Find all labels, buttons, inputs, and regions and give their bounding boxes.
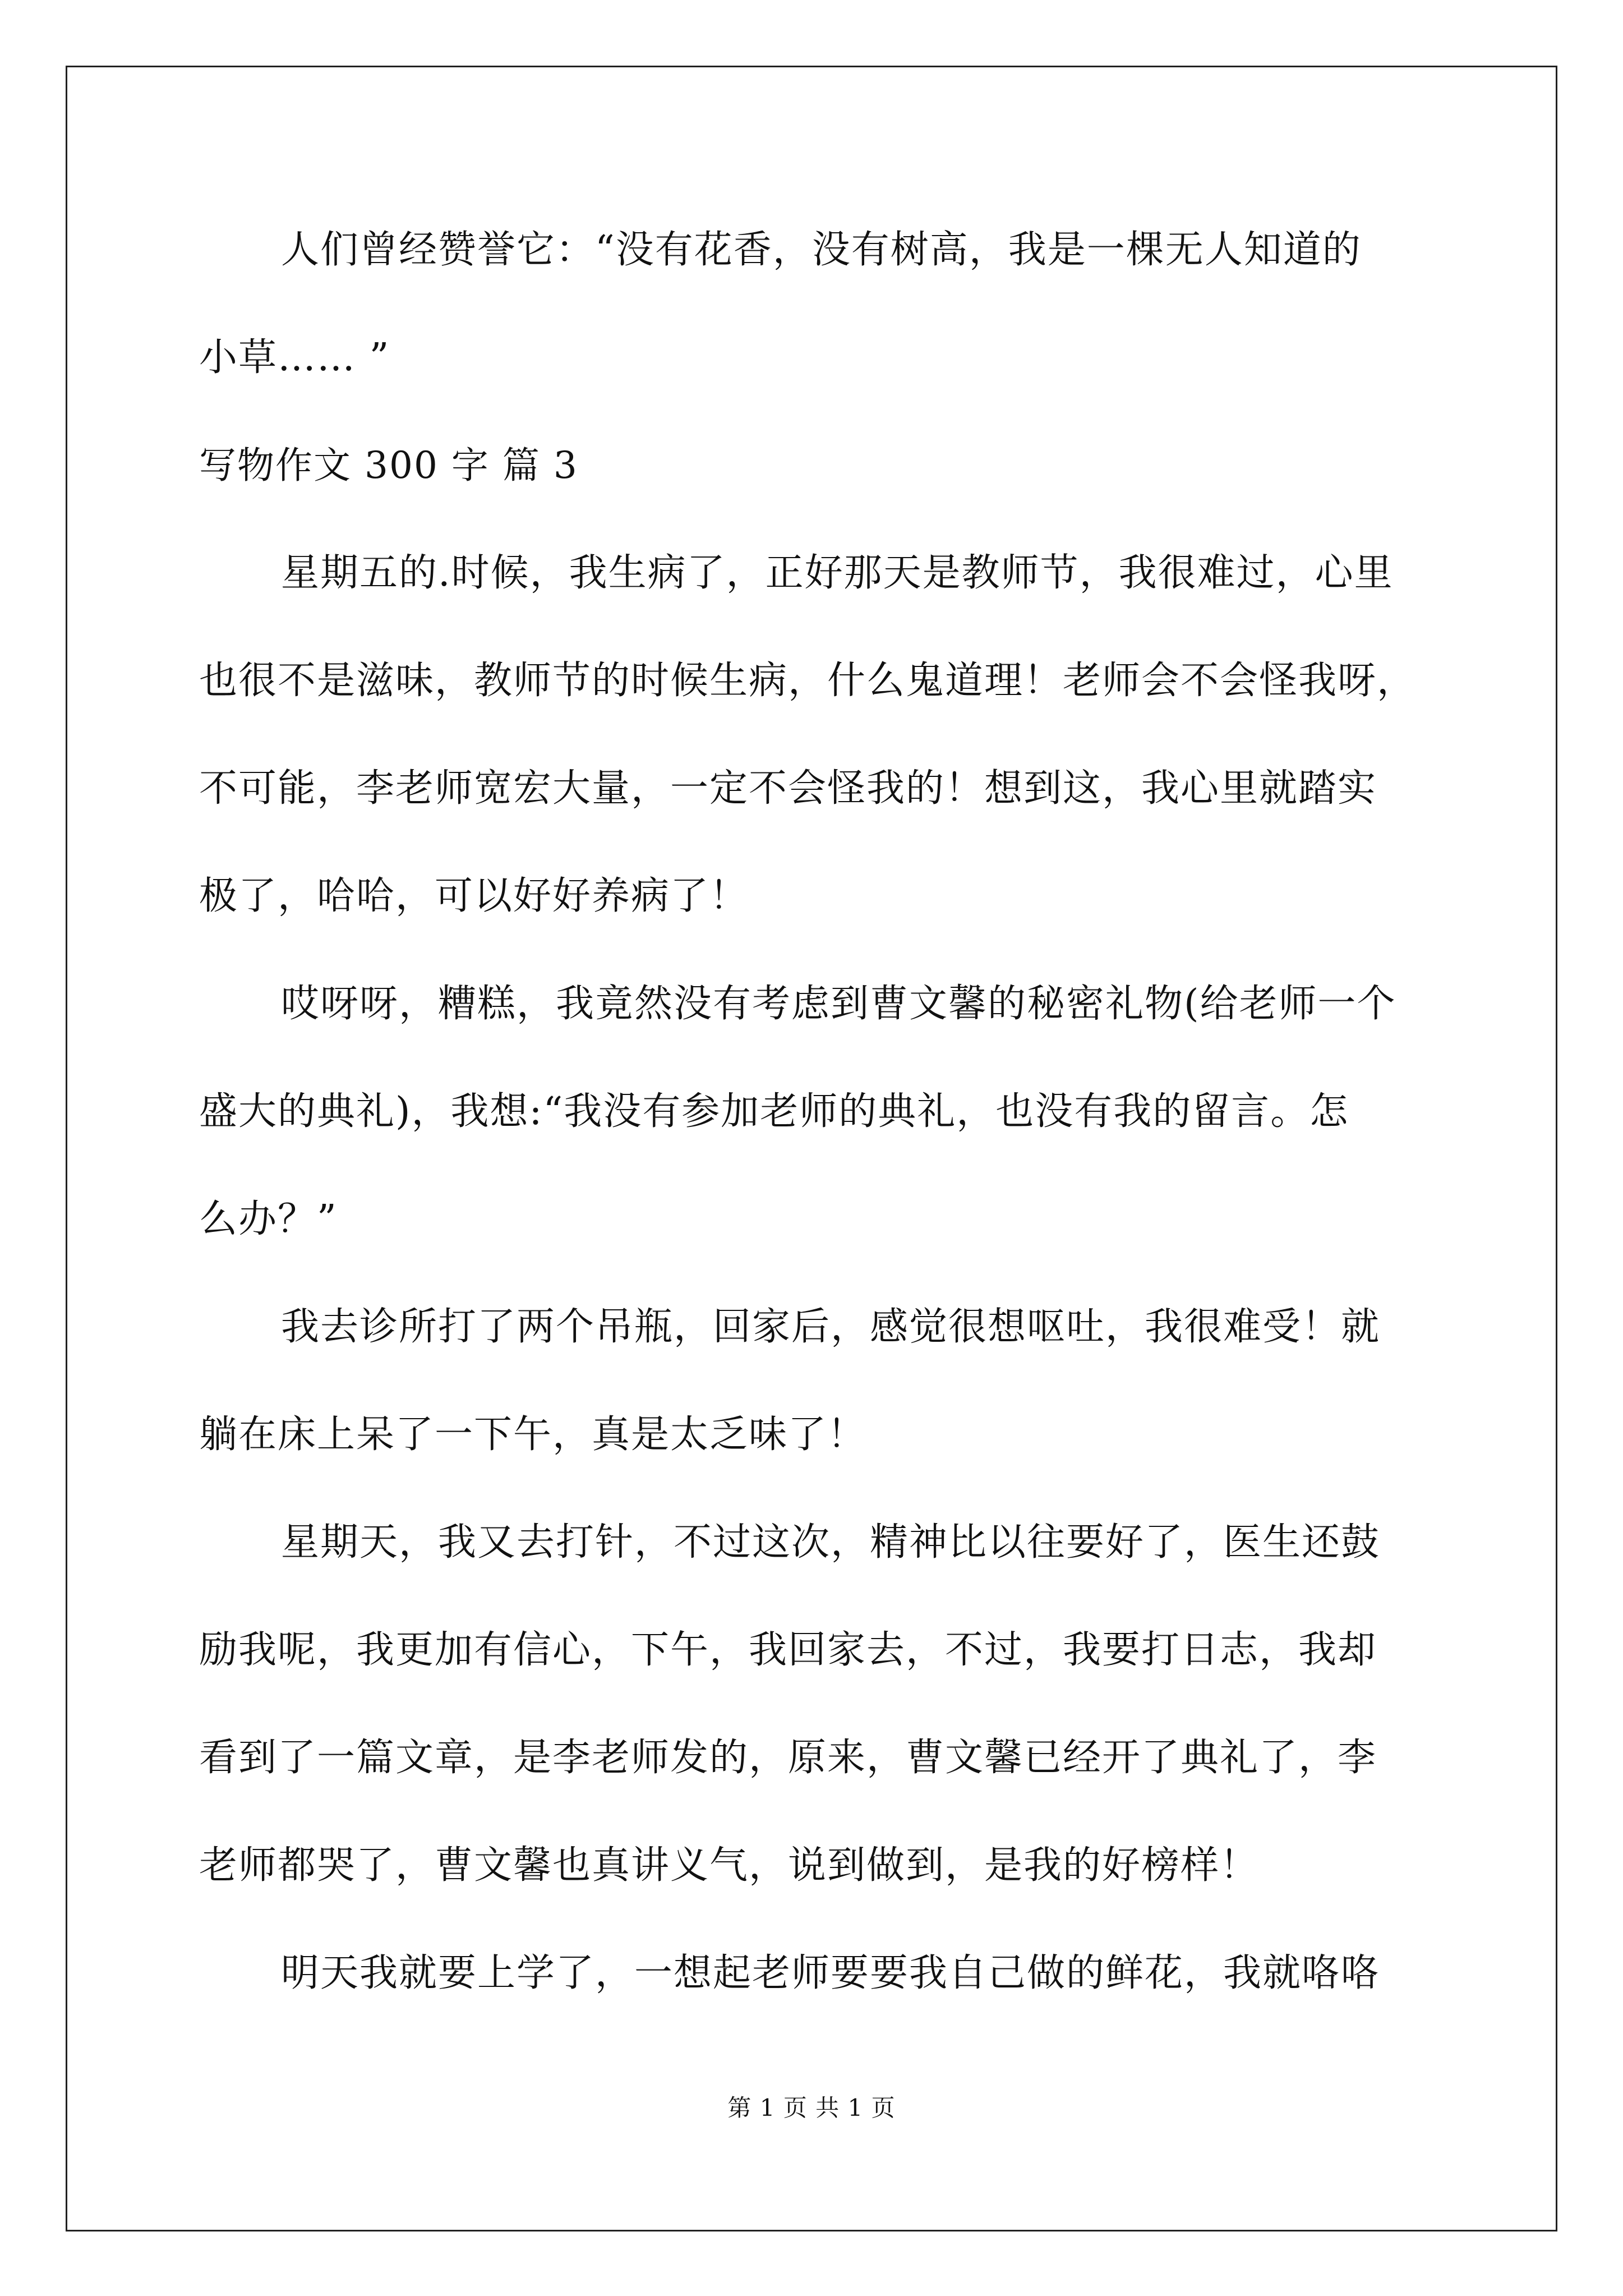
text-line: 老师都哭了，曹文馨也真讲义气，说到做到，是我的好榜样！ — [199, 1843, 1260, 1888]
text-line: 不可能，李老师宽宏大量，一定不会怪我的！想到这，我心里就踏实 — [199, 766, 1377, 811]
text-line: 极了，哈哈，可以好好养病了！ — [199, 874, 749, 918]
text-line: 明天我就要上学了，一想起老师要要我自己做的鲜花，我就咯咯 — [281, 1951, 1381, 1995]
text-line: 看到了一篇文章，是李老师发的，原来，曹文馨已经开了典礼了，李 — [199, 1736, 1377, 1780]
text-line: 么办？” — [199, 1197, 338, 1241]
text-line: 人们曾经赞誉它：“没有花香，没有树高，我是一棵无人知道的 — [281, 228, 1362, 272]
page-number-footer: 第 1 页 共 1 页 — [727, 2094, 896, 2122]
text-line: 励我呢，我更加有信心，下午，我回家去，不过，我要打日志，我却 — [199, 1628, 1377, 1672]
document-body — [199, 196, 1438, 2027]
text-line: 盛大的典礼)，我想:“我没有参加老师的典礼，也没有我的留言。怎 — [199, 1089, 1349, 1134]
section-heading: 写物作文 300 字 篇 3 — [199, 444, 578, 487]
text-line: 也很不是滋味，教师节的时候生病，什么鬼道理！老师会不会怪我呀， — [199, 659, 1417, 703]
text-line: 躺在床上呆了一下午，真是太乏味了！ — [199, 1412, 867, 1457]
text-line: 小草…… ” — [199, 335, 390, 380]
text-line: 星期五的.时候，我生病了，正好那天是教师节，我很难过，心里 — [281, 551, 1394, 595]
text-line: 我去诊所打了两个吊瓶，回家后，感觉很想呕吐，我很难受！就 — [281, 1305, 1381, 1349]
text-line: 哎呀呀，糟糕，我竟然没有考虑到曹文馨的秘密礼物(给老师一个 — [281, 982, 1396, 1026]
text-line: 星期天，我又去打针，不过这次，精神比以往要好了，医生还鼓 — [281, 1520, 1381, 1565]
